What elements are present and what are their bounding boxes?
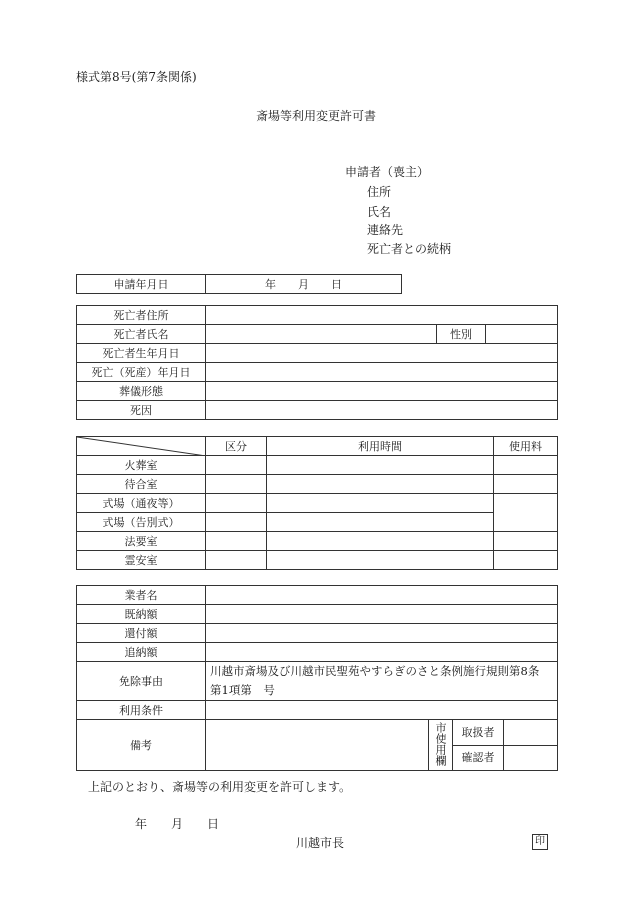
paid-amount-label: 既納額 bbox=[77, 605, 206, 624]
seal-mark: 印 bbox=[532, 834, 548, 850]
city-use-label: 市使用欄 bbox=[434, 721, 447, 766]
document-title: 斎場等利用変更許可書 bbox=[256, 109, 377, 123]
additional-payment-label: 追納額 bbox=[77, 643, 206, 662]
waiting-room-time[interactable] bbox=[267, 475, 494, 494]
table-row bbox=[77, 325, 558, 344]
table-row bbox=[77, 401, 558, 420]
city-use-cell bbox=[429, 720, 453, 771]
diagonal-line bbox=[77, 437, 206, 456]
table-row bbox=[77, 513, 558, 532]
table-row bbox=[77, 532, 558, 551]
refund-amount-field[interactable] bbox=[206, 624, 558, 643]
cremation-room-fee[interactable] bbox=[494, 456, 558, 475]
farewell-hall-label: 式場（告別式） bbox=[77, 513, 206, 532]
deceased-address-label: 死亡者住所 bbox=[77, 306, 206, 325]
deceased-name-field[interactable] bbox=[206, 325, 437, 344]
table-row bbox=[77, 624, 558, 643]
memorial-room-category[interactable] bbox=[206, 532, 267, 551]
paid-amount-field[interactable] bbox=[206, 605, 558, 624]
exemption-field[interactable] bbox=[206, 662, 558, 701]
gender-label: 性別 bbox=[437, 325, 486, 344]
deceased-address-field[interactable] bbox=[206, 306, 558, 325]
mortuary-category[interactable] bbox=[206, 551, 267, 570]
exemption-text-line2: 第1項第 号 bbox=[210, 683, 275, 697]
applicant-heading: 申請者（喪主） bbox=[345, 165, 430, 179]
mortuary-time[interactable] bbox=[267, 551, 494, 570]
cause-of-death-field[interactable] bbox=[206, 401, 558, 420]
fee-header: 使用料 bbox=[494, 437, 558, 456]
refund-amount-label: 還付額 bbox=[77, 624, 206, 643]
applicant-relation-label: 死亡者との続柄 bbox=[367, 242, 452, 256]
table-row bbox=[77, 363, 558, 382]
application-date-table bbox=[76, 274, 402, 294]
table-row bbox=[77, 344, 558, 363]
funeral-type-label: 葬儀形態 bbox=[77, 382, 206, 401]
death-date-label: 死亡（死産）年月日 bbox=[77, 363, 206, 382]
table-row bbox=[77, 306, 558, 325]
deceased-name-label: 死亡者氏名 bbox=[77, 325, 206, 344]
table-row bbox=[77, 456, 558, 475]
form-number: 様式第8号(第7条関係) bbox=[76, 70, 197, 84]
funeral-type-field[interactable] bbox=[206, 382, 558, 401]
mayor-label: 川越市長 bbox=[296, 836, 345, 850]
waiting-room-label: 待合室 bbox=[77, 475, 206, 494]
table-row bbox=[77, 382, 558, 401]
hall-fee[interactable] bbox=[494, 494, 558, 532]
memorial-room-fee[interactable] bbox=[494, 532, 558, 551]
conditions-label: 利用条件 bbox=[77, 701, 206, 720]
mortuary-fee[interactable] bbox=[494, 551, 558, 570]
application-date-label: 申請年月日 bbox=[77, 275, 206, 294]
contractor-name-label: 業者名 bbox=[77, 586, 206, 605]
table-row bbox=[77, 551, 558, 570]
exemption-label: 免除事由 bbox=[77, 662, 206, 701]
facility-usage-table bbox=[76, 436, 558, 570]
remarks-field[interactable] bbox=[206, 720, 429, 771]
deceased-birthdate-field[interactable] bbox=[206, 344, 558, 363]
additional-payment-field[interactable] bbox=[206, 643, 558, 662]
waiting-room-category[interactable] bbox=[206, 475, 267, 494]
usage-time-header: 利用時間 bbox=[267, 437, 494, 456]
wake-hall-category[interactable] bbox=[206, 494, 267, 513]
diagonal-header-cell bbox=[77, 437, 206, 456]
table-row bbox=[77, 605, 558, 624]
cause-of-death-label: 死因 bbox=[77, 401, 206, 420]
waiting-room-fee[interactable] bbox=[494, 475, 558, 494]
farewell-hall-category[interactable] bbox=[206, 513, 267, 532]
cremation-room-label: 火葬室 bbox=[77, 456, 206, 475]
table-row bbox=[77, 662, 558, 701]
applicant-address-label: 住所 bbox=[367, 185, 392, 199]
fees-table bbox=[76, 585, 558, 771]
cremation-room-time[interactable] bbox=[267, 456, 494, 475]
approval-statement: 上記のとおり、斎場等の利用変更を許可します。 bbox=[88, 780, 352, 794]
remarks-label: 備考 bbox=[77, 720, 206, 771]
category-header: 区分 bbox=[206, 437, 267, 456]
table-row bbox=[77, 643, 558, 662]
confirmer-field[interactable] bbox=[504, 745, 558, 771]
approval-date: 年 月 日 bbox=[135, 817, 220, 831]
table-row bbox=[77, 720, 558, 746]
farewell-hall-time[interactable] bbox=[267, 513, 494, 532]
table-row bbox=[77, 701, 558, 720]
exemption-text-line1: 川越市斎場及び川越市民聖苑やすらぎのさと条例施行規則第8条 bbox=[210, 664, 540, 678]
mortuary-label: 霊安室 bbox=[77, 551, 206, 570]
contractor-name-field[interactable] bbox=[206, 586, 558, 605]
handler-label: 取扱者 bbox=[453, 720, 504, 746]
table-row bbox=[77, 475, 558, 494]
deceased-info-table bbox=[76, 305, 558, 420]
confirmer-label: 確認者 bbox=[453, 745, 504, 771]
memorial-room-label: 法要室 bbox=[77, 532, 206, 551]
table-row bbox=[77, 494, 558, 513]
handler-field[interactable] bbox=[504, 720, 558, 746]
conditions-field[interactable] bbox=[206, 701, 558, 720]
deceased-birthdate-label: 死亡者生年月日 bbox=[77, 344, 206, 363]
applicant-name-label: 氏名 bbox=[367, 205, 392, 219]
application-date-value[interactable]: 年 月 日 bbox=[206, 275, 402, 294]
death-date-field[interactable] bbox=[206, 363, 558, 382]
table-header-row bbox=[77, 437, 558, 456]
cremation-room-category[interactable] bbox=[206, 456, 267, 475]
wake-hall-time[interactable] bbox=[267, 494, 494, 513]
gender-field[interactable] bbox=[486, 325, 558, 344]
wake-hall-label: 式場（通夜等） bbox=[77, 494, 206, 513]
table-row bbox=[77, 586, 558, 605]
memorial-room-time[interactable] bbox=[267, 532, 494, 551]
applicant-contact-label: 連絡先 bbox=[367, 223, 404, 237]
